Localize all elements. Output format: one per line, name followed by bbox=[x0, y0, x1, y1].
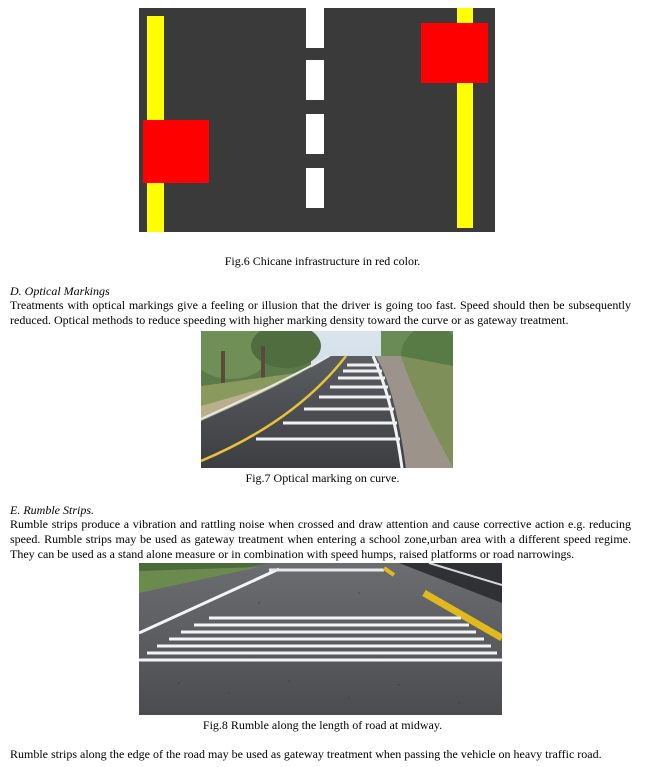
fig7-optical-marking-photo bbox=[201, 331, 453, 468]
chicane-block-left bbox=[143, 120, 209, 183]
center-dash bbox=[306, 8, 324, 48]
paragraph-optical-markings: Treatments with optical markings give a feeling or illusion that the driver is going too fast. Speed should then be subsequently reduced. Optical methods to reduce speeding with higher marking density toward the curve or as gateway treatment. bbox=[10, 298, 631, 327]
center-dash bbox=[306, 60, 324, 100]
fig8-caption: Fig.8 Rumble along the length of road at midway. bbox=[202, 718, 443, 732]
paragraph-rumble-strips: Rumble strips produce a vibration and rattling noise when crossed and draw attention and cause corrective action e.g. reducing speed. Rumble strips may be used as gateway treatment when entering a school zone,urban area with a different speed regime. They can be used as a stand alone measure or in combination with speed humps, raised platforms or road narrowings. bbox=[10, 517, 631, 561]
section-heading-optical-markings: D. Optical Markings bbox=[10, 284, 110, 298]
fig7-caption: Fig.7 Optical marking on curve. bbox=[245, 471, 400, 485]
fig6-caption: Fig.6 Chicane infrastructure in red color. bbox=[224, 254, 421, 268]
paragraph-closing: Rumble strips along the edge of the road may be used as gateway treatment when passing the vehicle on heavy traffic road. bbox=[10, 747, 602, 761]
chicane-block-right bbox=[421, 23, 488, 83]
center-dash bbox=[306, 168, 324, 208]
fig6-chicane-diagram bbox=[139, 8, 495, 232]
center-dash bbox=[306, 114, 324, 154]
fig8-rumble-strips-photo bbox=[139, 563, 502, 715]
section-heading-rumble-strips: E. Rumble Strips. bbox=[10, 503, 94, 517]
